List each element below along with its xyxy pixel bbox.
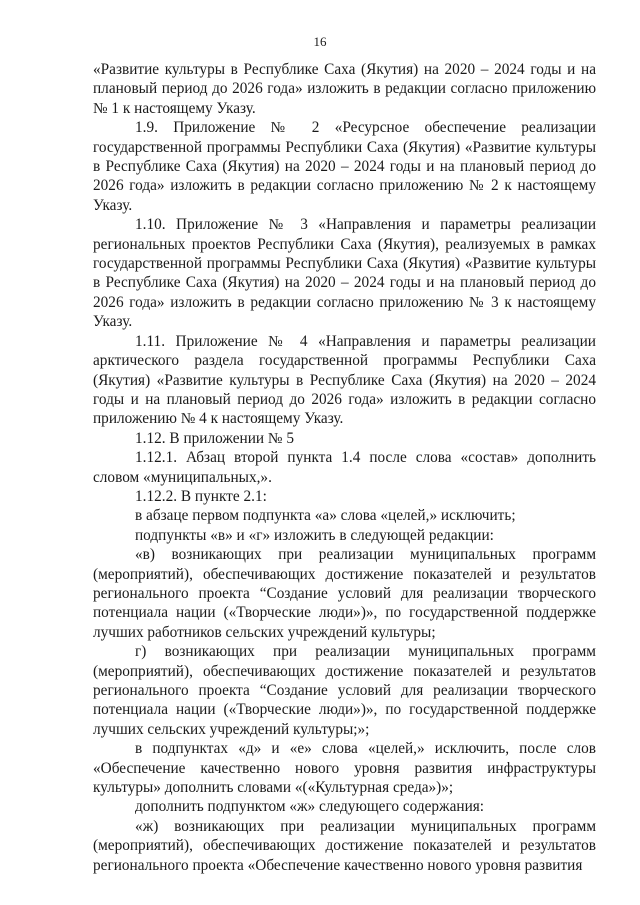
paragraph: подпункты «в» и «г» изложить в следующей редакции: xyxy=(135,526,494,544)
page-number: 16 xyxy=(313,34,327,49)
paragraph: «Развитие культуры в Республике Саха (Якутия) на 2020 – 2024 годы и на плановый период до 2026 года» изложить в редакции согласно приложению № 1 к настоящему Указу. xyxy=(93,61,596,117)
paragraph: дополнить подпунктом «ж» следующего содержания: xyxy=(135,798,485,816)
paragraph: 1.12. В приложении № 5 xyxy=(135,429,294,447)
paragraph: 1.12.1. Абзац второй пункта 1.4 после слова «состав» дополнить словом «муниципальных,». xyxy=(93,449,596,486)
paragraph: 1.11. Приложение № 4 «Направления и параметры реализации арктического раздела государственной программы Республики Саха (Якутия) «Развитие культуры в Республике Саха (Якутия) на 2020 – 2024 годы и на плановый период до 2026 года» изложить в редакции согласно приложению № 4 к настоящему Указу. xyxy=(93,332,596,428)
paragraph: г) возникающих при реализации муниципальных программ (мероприятий), обеспечивающих достижение показателей и результатов регионального проекта “Создание условий для реализации творческого потенциала нации («Творческие люди»)», по государственной поддержке лучших сельских учреждений культуры;»; xyxy=(93,643,596,738)
paragraph: 1.12.2. В пункте 2.1: xyxy=(135,487,267,505)
document-body xyxy=(93,60,596,875)
paragraph: 1.10. Приложение № 3 «Направления и параметры реализации региональных проектов Республики Саха (Якутия), реализуемых в рамках государственной программы Республики Саха (Якутия) «Развитие культуры в Республике Саха (Якутия) на 2020 – 2024 годы и на плановый период до 2026 года» изложить в редакции согласно приложению № 3 к настоящему Указу. xyxy=(93,216,596,331)
paragraph: в абзаце первом подпункта «а» слова «целей,» исключить; xyxy=(135,507,516,525)
paragraph: «в) возникающих при реализации муниципальных программ (мероприятий), обеспечивающих достижение показателей и результатов регионального проекта “Создание условий для реализации творческого потенциала нации («Творческие люди»)», по государственной поддержке лучших работников сельских учреждений культуры; xyxy=(93,546,596,641)
paragraph: в подпунктах «д» и «е» слова «целей,» исключить, после слов «Обеспечение качественно нового уровня развития инфраструктуры культуры» дополнить словами «(«Культурная среда»)»; xyxy=(93,740,596,797)
paragraph: 1.9. Приложение № 2 «Ресурсное обеспечение реализации государственной программы Республики Саха (Якутия) «Развитие культуры в Республике Саха (Якутия) на 2020 – 2024 годы и на плановый период до 2026 года» изложить в редакции согласно приложению № 2 к настоящему Указу. xyxy=(93,119,596,214)
paragraph: «ж) возникающих при реализации муниципальных программ (мероприятий), обеспечивающих достижение показателей и результатов регионального проекта «Обеспечение качественно нового уровня развития xyxy=(93,817,596,874)
